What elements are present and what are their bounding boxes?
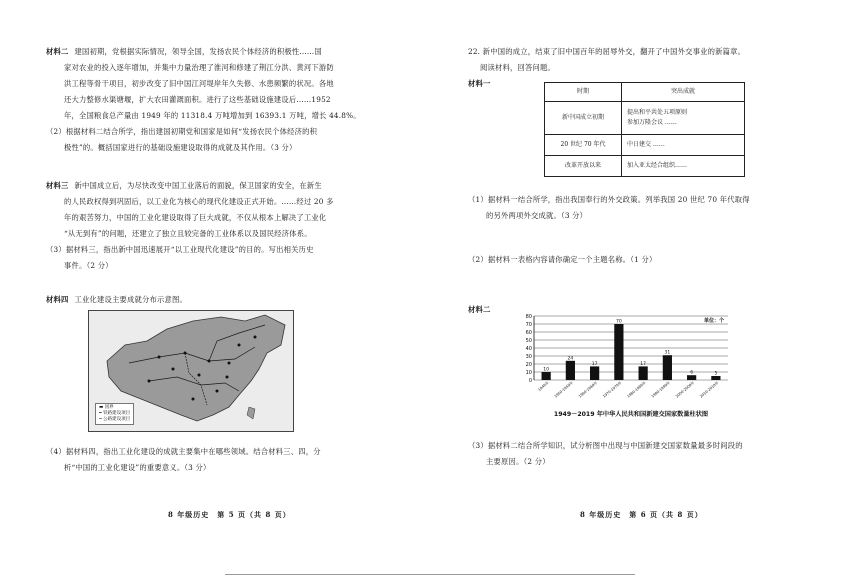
data-label: 24 (567, 356, 574, 362)
x-tick-label: 1980-1989年 (626, 380, 647, 399)
material-two-right-label: 材料二 (468, 305, 491, 314)
data-label: 17 (591, 361, 598, 367)
table-header-row (545, 83, 745, 102)
data-label: 17 (640, 361, 646, 367)
question-1-line-1: （1）据材料一结合所学，指出我国奉行的外交政策。列举我国 20 世纪 70 年代取得 (468, 195, 750, 204)
legend-item-railway: ━ 铁路建设项目 (99, 411, 131, 416)
question-4-line-2: 析“中国的工业化建设”的重要意义。（3 分） (64, 463, 211, 472)
industrial-map (88, 310, 294, 432)
chart-unit-label: 单位：个 (703, 318, 724, 324)
question-4-line-1: （4）据材料四，指出工业化建设的成就主要集中在哪些领域。结合材料三、四，分 (46, 447, 321, 456)
right-page (430, 0, 860, 579)
x-tick-label: 1949年 (537, 380, 550, 392)
bar (663, 355, 672, 380)
material-two-line-4: 还大力整修水渠塘堰，扩大农田灌溉面积。进行了这些基础设施建设后……1952 (64, 95, 331, 104)
bar-chart (516, 312, 736, 424)
bar (566, 361, 575, 380)
question-3r-line-2: 主要原因。（2 分） (486, 457, 550, 466)
data-label: 31 (664, 350, 671, 356)
table-cell-period: 新中国成立初期 (545, 102, 622, 135)
x-tick-label: 1960-1969年 (577, 380, 599, 399)
table-row (545, 135, 745, 156)
data-label: 6 (690, 370, 694, 376)
material-two-label: 材料二 (46, 47, 69, 56)
table-cell-achievement: 加入亚太经合组织…… (622, 156, 745, 177)
bottom-rule (225, 574, 635, 575)
y-tick-label: 80 (525, 314, 532, 320)
chart-title: 1949－2019 年中华人民共和国新建交国家数量柱状图 (553, 411, 709, 418)
table-row (545, 102, 745, 135)
data-label: 10 (543, 367, 549, 373)
diplomacy-table (544, 82, 745, 177)
bar (687, 375, 696, 380)
table-row (545, 156, 745, 177)
table-cell-achievement: 中日建交 …… (622, 135, 745, 156)
material-three-line-4: “从无到有”的问题，还建立了独立且较完备的工业体系以及国民经济体系。 (64, 229, 312, 238)
table-header-period: 时期 (545, 83, 622, 102)
y-tick-label: 10 (525, 370, 532, 376)
x-tick-label: 1970-1979年 (602, 380, 623, 399)
table-cell-achievement: 提出和平共处五项原则 参加万隆会议 …… (622, 102, 745, 135)
y-tick-label: 50 (525, 338, 532, 344)
reading-instruction: 阅读材料，回答问题。 (480, 63, 555, 72)
material-four-label: 材料四 (46, 295, 69, 304)
question-4-block (46, 444, 406, 476)
x-tick-label: 1990-1999年 (650, 380, 672, 399)
bar (542, 372, 551, 380)
bar (590, 366, 599, 380)
left-page-footer: 8 年级历史 第 5 页（共 8 页） (168, 510, 291, 519)
material-three-line-2: 的人民政权得到巩固后，以工业化为核心的现代化建设正式开始。……经过 20 多 (64, 197, 334, 206)
question-3-right (468, 438, 840, 470)
table-header-achievement: 突出成就 (622, 83, 745, 102)
bar (614, 324, 623, 380)
table-cell-period: 20 世纪 70 年代 (545, 135, 622, 156)
y-tick-label: 30 (525, 354, 532, 360)
question-3-line-2: 事件。（2 分） (64, 261, 113, 270)
map-legend (95, 403, 134, 425)
data-label: 70 (616, 319, 622, 325)
material-two-line-1: 材料二 建国初期，党根据实际情况，领导全国，发扬农民个体经济的积极性……国 (46, 47, 322, 56)
bar (639, 366, 648, 380)
material-three-label: 材料三 (46, 181, 69, 190)
question-2-right: （2）据材料一表格内容请你确定一个主题名称。（1 分） (468, 255, 657, 264)
bar (711, 376, 720, 380)
question-1-block (468, 192, 840, 224)
question-22-stem: 22. 新中国的成立，结束了旧中国百年的屈辱外交，翻开了中国外交事业的新篇章。 (468, 47, 746, 56)
x-tick-label: 1950-1959年 (553, 380, 575, 399)
x-tick-label: 2000-2009年 (674, 380, 696, 399)
y-tick-label: 20 (525, 362, 532, 368)
material-three-line-1: 材料三 新中国成立后，为尽快改变中国工业落后的面貌，保卫国家的安全，在新生 (46, 181, 322, 190)
question-2-line-1: （2）根据材料二结合所学，指出建国初期党和国家是如何“发扬农民个体经济的积 (46, 127, 318, 136)
y-tick-label: 60 (525, 330, 532, 336)
material-two-line-3: 洪工程等骨干项目，初步改变了旧中国江河堤岸年久失修、水患频繁的状况。各地 (64, 79, 334, 88)
material-four-caption: 工业化建设主要成就分布示意图。 (74, 295, 187, 304)
data-label: 5 (714, 371, 718, 377)
y-tick-label: 70 (525, 322, 532, 328)
question-1-line-2: 的另外两项外交成就。（3 分） (486, 211, 588, 220)
y-tick-label: 40 (525, 346, 532, 352)
legend-item-highway: ┅ 公路建设项目 (99, 417, 131, 422)
question-2-line-2: 极性”的。概括国家进行的基础设施建设取得的成就及其作用。（3 分） (64, 143, 297, 152)
x-tick-label: 2010-2019年 (699, 380, 720, 399)
right-page-footer: 8 年级历史 第 6 页（共 8 页） (580, 510, 703, 519)
material-three-line-3: 年的艰苦努力，中国的工业化建设取得了巨大成就，不仅从根本上解决了工业化 (64, 213, 327, 222)
material-two-block (46, 44, 406, 156)
y-tick-label: 0 (528, 378, 532, 384)
material-four-heading (46, 292, 406, 308)
table-cell-period: 改革开放以来 (545, 156, 622, 177)
material-two-line-5: 年，全国粮食总产量由 1949 年的 11318.4 万吨增加到 16393.1 万吨，增长 44.8%。 (64, 111, 361, 120)
question-3-line-1: （3）据材料三，指出新中国迅速展开“以工业现代化建设”的目的。写出相关历史 (46, 245, 314, 254)
material-three-block (46, 178, 406, 274)
material-one-label: 材料一 (468, 79, 491, 88)
legend-item-border: ▬ 国界 (99, 405, 114, 410)
material-two-line-2: 家对农业的投入逐年增加，并集中力量治理了淮河和修建了荆江分洪、黄河下游防 (64, 63, 334, 72)
question-3r-line-1: （3）据材料二结合所学知识，试分析图中出现与中国新建交国家数量最多时间段的 (468, 441, 743, 450)
